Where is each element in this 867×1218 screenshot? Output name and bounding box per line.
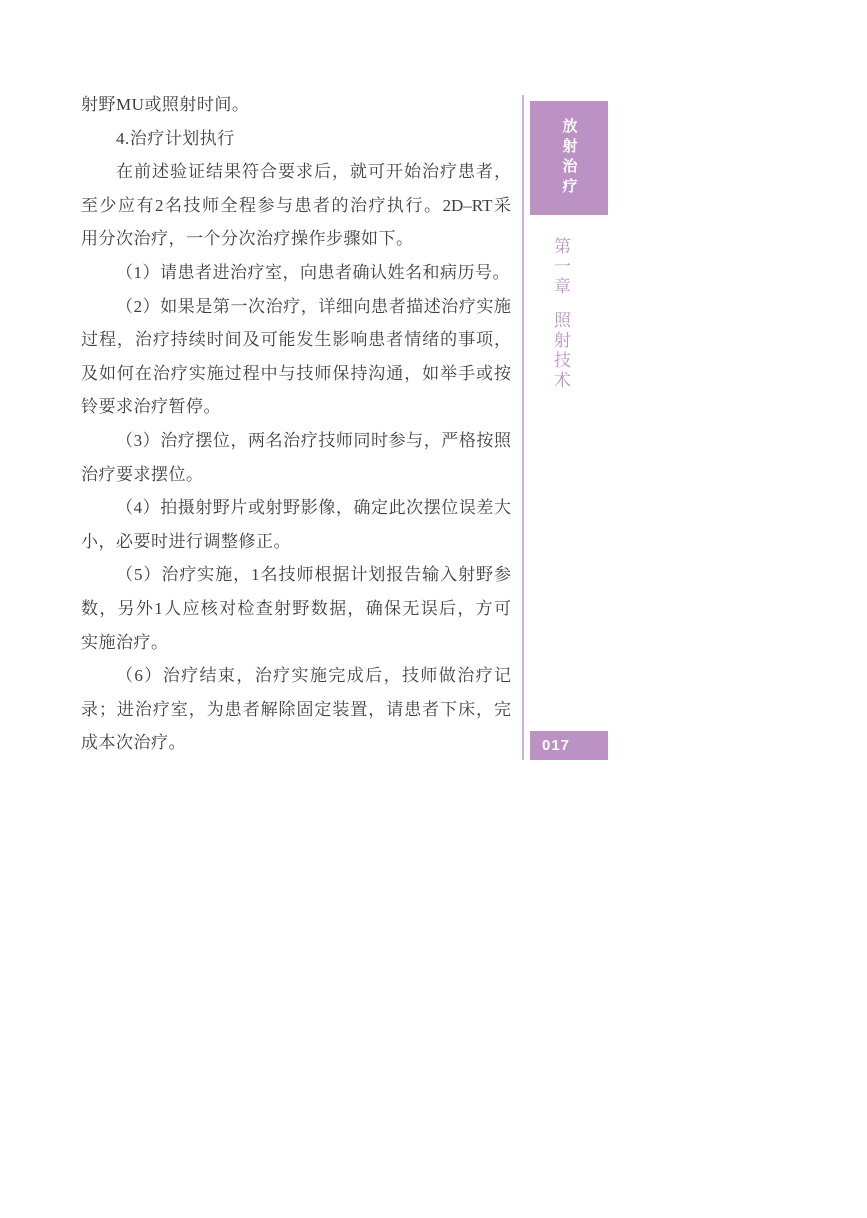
chapter-number-label: 第一章 [551, 237, 570, 297]
page-number: 017 [542, 737, 571, 754]
chapter-title-label: 照射技术 [551, 311, 570, 391]
body-text-line: 及如何在治疗实施过程中与技师保持沟通，如举手或按 [81, 363, 511, 383]
sidebar-divider-line [522, 95, 524, 760]
body-text-line: 成本次治疗。 [81, 733, 186, 753]
book-title-vertical-label: 放射治疗 [560, 118, 578, 198]
body-text-line: 数，另外1人应核对检查射野数据，确保无误后，方可 [81, 598, 511, 618]
body-text-line: （1）请患者进治疗室，向患者确认姓名和病历号。 [116, 262, 510, 282]
body-text-line: 铃要求治疗暂停。 [81, 397, 221, 417]
book-title-tab [530, 101, 608, 215]
page-number-badge [530, 731, 608, 760]
body-text-line: 治疗要求摆位。 [81, 464, 204, 484]
body-text-line: （3）治疗摆位，两名治疗技师同时参与，严格按照 [116, 430, 511, 450]
body-text-line: 至少应有2名技师全程参与患者的治疗执行。2D–RT采 [81, 195, 511, 215]
body-text-line: 录；进治疗室，为患者解除固定装置，请患者下床，完 [81, 699, 511, 719]
body-text-line: 过程，治疗持续时间及可能发生影响患者情绪的事项， [81, 330, 511, 350]
body-text-column [81, 88, 511, 760]
body-text-line: 4.治疗计划执行 [116, 128, 235, 148]
body-text-line: 小，必要时进行调整修正。 [81, 531, 291, 551]
body-text-line: 用分次治疗，一个分次治疗操作步骤如下。 [81, 229, 414, 249]
chapter-vertical-label [547, 237, 573, 391]
body-text-line: 射野MU或照射时间。 [81, 95, 250, 114]
body-text-line: 在前述验证结果符合要求后，就可开始治疗患者， [116, 162, 511, 182]
body-text-line: （5）治疗实施，1名技师根据计划报告输入射野参 [116, 565, 511, 585]
body-text-line: （4）拍摄射野片或射野影像，确定此次摆位误差大 [116, 498, 511, 518]
body-text-line: 实施治疗。 [81, 632, 169, 652]
body-text-line: （6）治疗结束，治疗实施完成后，技师做治疗记 [116, 666, 511, 686]
body-text-line: （2）如果是第一次治疗，详细向患者描述治疗实施 [116, 296, 511, 316]
